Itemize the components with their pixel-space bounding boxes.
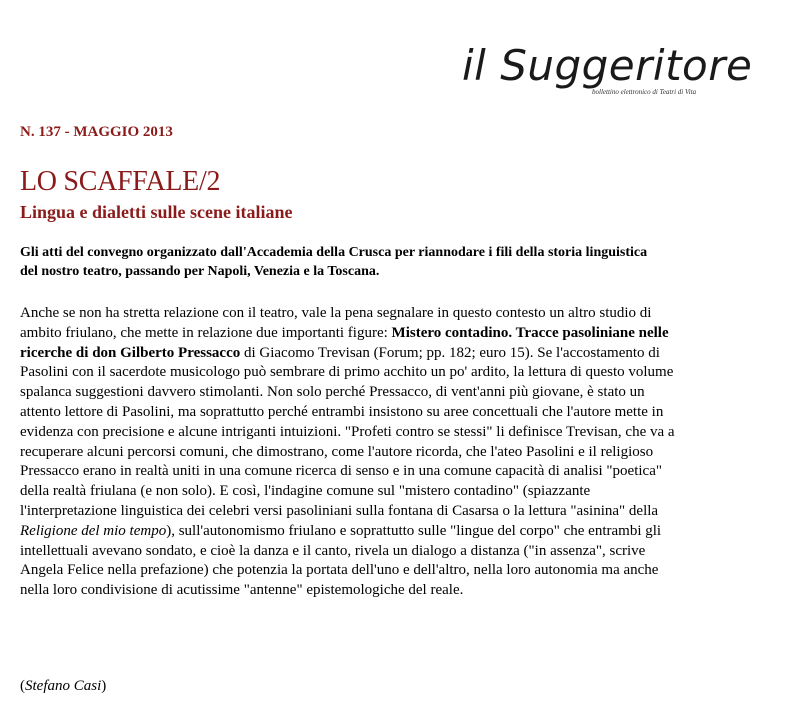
article-body — [20, 304, 680, 601]
signature-close: ) — [101, 678, 107, 694]
article-lead: Gli atti del convegno organizzato dall'Accademia della Crusca per riannodare i fili della storia linguistica del nostro teatro, passando per Napoli, Venezia e la Toscana. — [20, 245, 648, 279]
body-text-3: ), sull'autonomismo friulano e soprattutto sulle "lingue del corpo" che entrambi gli intellettuali avevano sondato, e cioè la danza e il canto, rivela un dialogo a distanza ("in assenza", scrive Angela Felice nella prefazione) che potenzia la portata dell'uno e dell'altro, nella loro autonomia ma anche nella loro condivisione di acutissime "antenne" epistemologiche del reale. — [20, 522, 662, 599]
logo-subtitle: bollettino elettronico di Teatri di Vita — [592, 88, 697, 96]
issue-number: N. 137 - MAGGIO 2013 — [20, 124, 173, 140]
work-title: Religione del mio tempo — [20, 522, 167, 539]
article-title: LO SCAFFALE/2 — [20, 166, 221, 197]
body-text-1: Anche se non ha stretta relazione con il teatro, vale la pena segnalare in questo contesto un altro studio di ambito friulano, che mette in relazione due importanti figure: — [20, 305, 652, 341]
author-name: Stefano Casi — [25, 678, 102, 694]
article-signature — [20, 678, 106, 695]
body-text-2: di Giacomo Trevisan (Forum; pp. 182; euro 15). Se l'accostamento di Pasolini con il sacerdote musicologo può sembrare di primo acchito un po' ardito, la lettura di questo volume spalanca suggestioni davvero stimolanti. Non solo perché Pressacco, di vent'anni più giovane, è stato un attento lettore di Pasolini, ma soprattutto perché entrambi insistono su aree concettuali che l'autore mette in evidenza con precisione e alcune intriganti intuizioni. "Profeti contro se stessi" li definisce Trevisan, che va a recuperare alcuni percorsi comuni, che dimostrano, come l'autore ricorda, che l'ateo Pasolini e il religioso Pressacco erano in realtà uniti in una comune ricerca di senso e in una comune capacità di analisi "poetica" della realtà friulana (e non solo). E così, l'indagine comune sul "mistero contadino" (spiazzante l'interpretazione linguistica dei celebri versi pasoliniani sulla fontana di Casarsa o la lettura "asinina" della — [20, 344, 675, 519]
logo-title: il Suggeritore — [462, 41, 753, 90]
site-logo[interactable] — [462, 41, 753, 100]
signature-open: ( — [20, 678, 25, 694]
book-title: Mistero contadino. Tracce pasoliniane nelle ricerche di don Gilberto Pressacco — [20, 324, 669, 361]
article-subtitle: Lingua e dialetti sulle scene italiane — [20, 202, 293, 222]
